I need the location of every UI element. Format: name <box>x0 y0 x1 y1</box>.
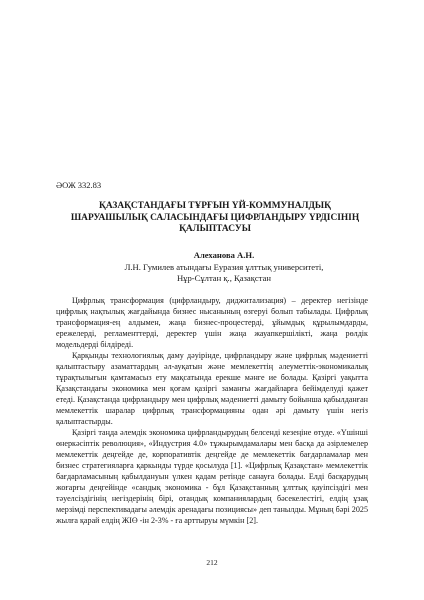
title-line-2: ШАРУАШЫЛЫҚ САЛАСЫНДАҒЫ ЦИФРЛАНДЫРУ ҮРДІСІНІҢ <box>70 212 360 223</box>
author-name: Алеханова А.Н. <box>193 250 255 260</box>
paragraph-3: Қазіргі таңда әлемдік экономика цифрландырудың белсенді кезеңіне өтуде. «Үшінші өнеркәсіптік революция», «Индустрия 4.0» тұжырымдамалары мен басқа да әзірлемелер мемлекеттік деңгейде де, корпоративтік деңгейде де мемлекеттік бағдарламалар мен бизнес стратегияларға қаркынды түрде қосылуда [1]. «Цифрлық Қазақстан» мемлекеттік бағдарламасының қабылдануын үлкен қадам ретінде санауға болады. Елді басқарудың жоғарғы деңгейінде «сандық экономика - бұл Қазақстанның ұлттық қауіпсіздігі мен тәуелсіздігінің негіздерінің бірі, отандық компаниялардың бәсекелестігі, елдің ұзақ мерзімді перспективадағы әлемдік аренадағы позициясы» деп танылды. Мұның бәрі 2025 жылға қарай елдің ЖІӨ -ін 2-3% - ға арттыруы мүмкін [2]. <box>56 428 368 525</box>
title-line-3: ҚАЛЫПТАСУЫ <box>179 224 251 234</box>
paragraph-1: Цифрлық трансформация (цифрландыру, диджитализация) – деректер негізінде цифрлық нақтылық жағдайында бизнес нысанының өзгеруі болып табылады. Цифрлық трансформация-ең алдымен, жаңа бизнес-процестерді, ұйымдық құрылымдарды, ережелерді, регламенттерді, деректер үшін жаңа жауапкершілікті, жаңа рөлдік модельдерді білдіреді. <box>56 296 368 349</box>
paragraph-2: Қарқынды технологиялық даму дәуірінде, цифрландыру және цифрлық мәдениетті қалыптастыру азаматтардың әл-ауқатын және мемлекеттің әлеуметтік-экономикалық тұрақтылығын қамтамасыз ету мақсатында ерекше мәнге ие болады. Қазіргі уақытта Қазақстандағы экономика мен қоғам қазіргі заманғы жағдайларға бейімделуді қажет етеді. Қазақстанда цифрландыру мен цифрлық мәдениетті дамыту бойынша қабылданған мемлекеттік шаралар цифрлық трансформацияны одан әрі дамыту үшін негіз қалыптастырды. <box>56 351 368 426</box>
article-title <box>70 201 360 236</box>
title-line-1: ҚАЗАҚСТАНДАҒЫ ТҰРҒЫН ҮЙ-КОММУНАЛДЫҚ <box>99 201 331 211</box>
page-number: 212 <box>206 558 218 567</box>
author-location: Нұр-Сұлтан қ., Қазақстан <box>176 273 272 283</box>
author-block <box>56 250 368 285</box>
article-body <box>56 295 368 526</box>
udc-code: ӘОЖ 332.83 <box>56 180 102 190</box>
author-affiliation: Л.Н. Гумилев атындағы Еуразия ұлттық университеті, <box>124 261 324 272</box>
